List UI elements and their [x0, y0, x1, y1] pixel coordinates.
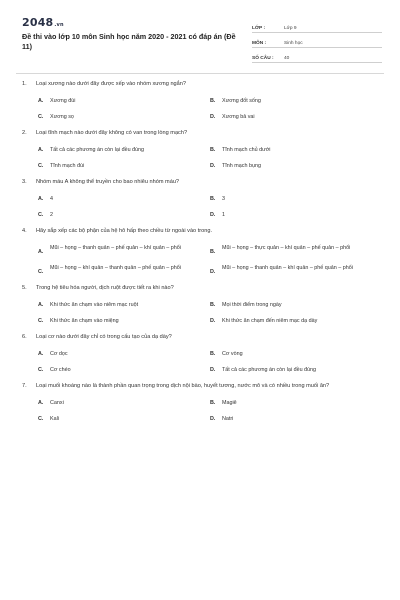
- answer-option[interactable]: [210, 301, 382, 309]
- question-text: [22, 178, 382, 186]
- answer-option[interactable]: [210, 97, 382, 105]
- answer-option[interactable]: [210, 244, 382, 256]
- answer-letter: B.: [210, 249, 216, 255]
- info-row-subject: [252, 33, 382, 48]
- answer-option[interactable]: [210, 264, 382, 276]
- answer-option[interactable]: [38, 97, 210, 105]
- answer-text: Cơ dọc: [50, 351, 68, 357]
- question-body: Loại xương nào dưới đây được xếp vào nhóm xương ngắn?: [36, 81, 187, 87]
- answer-text: Xương bả vai: [222, 114, 255, 120]
- answer-letter: C.: [38, 212, 44, 218]
- answer-option[interactable]: [210, 399, 382, 407]
- answer-letter: A.: [38, 98, 44, 104]
- answer-text: Mọi thời điểm trong ngày: [222, 302, 282, 308]
- info-label: LỚP :: [252, 26, 266, 31]
- answer-option[interactable]: [38, 399, 210, 407]
- question-item: [22, 382, 382, 423]
- answer-text: Tất cả các phương án còn lại đều đúng: [222, 367, 317, 373]
- answer-option[interactable]: [38, 162, 210, 170]
- answer-option[interactable]: [38, 113, 210, 121]
- question-body: Trong hệ tiêu hóa người, dịch ruột được tiết ra khi nào?: [36, 285, 174, 291]
- question-number: 3.: [22, 179, 27, 185]
- answer-option[interactable]: [38, 195, 210, 203]
- question-item: [22, 284, 382, 325]
- question-number: 2.: [22, 130, 27, 136]
- answer-letter: D.: [210, 212, 216, 218]
- answer-letter: D.: [210, 416, 216, 422]
- answer-text: Mũi – họng – thanh quản – khí quản – phế quản – phổi: [222, 265, 353, 271]
- answer-text: 1: [222, 212, 225, 218]
- answer-option[interactable]: [210, 366, 382, 374]
- info-label: SỐ CÂU :: [252, 56, 274, 61]
- answer-text: Mũi – họng – thực quản – khí quản – phế quản – phổi: [222, 245, 351, 251]
- answer-text: Xương đùi: [50, 98, 76, 104]
- header-left: [22, 16, 247, 63]
- answer-letter: A.: [38, 147, 44, 153]
- answer-text: 3: [222, 196, 225, 202]
- header: [22, 0, 382, 63]
- answer-option[interactable]: [38, 350, 210, 358]
- answer-options: [22, 146, 382, 170]
- question-text: [22, 80, 382, 88]
- answer-option[interactable]: [38, 244, 210, 256]
- answer-letter: B.: [210, 351, 216, 357]
- question-item: [22, 227, 382, 276]
- answer-letter: D.: [210, 367, 216, 373]
- answer-text: Khi thức ăn chạm đến niêm mạc dạ dày: [222, 318, 318, 324]
- question-body: Loại cơ nào dưới đây chỉ có trong cấu tạo của dạ dày?: [36, 334, 172, 340]
- question-number: 5.: [22, 285, 27, 291]
- answer-option[interactable]: [210, 211, 382, 219]
- answer-options: [22, 350, 382, 374]
- page-title: Đề thi vào lớp 10 môn Sinh học năm 2020 - 2021 có đáp án (Đề 11): [22, 32, 236, 51]
- answer-letter: C.: [38, 318, 44, 324]
- answer-text: Tĩnh mạch chủ dưới: [222, 147, 271, 153]
- answer-letter: D.: [210, 269, 216, 275]
- question-body: Loại muối khoáng nào là thành phần quan trọng trong dịch nội bào, huyết tương, nước mô và có nhiều trong muối ăn?: [36, 383, 330, 389]
- answer-options: [22, 301, 382, 325]
- answer-letter: D.: [210, 163, 216, 169]
- question-number: 6.: [22, 334, 27, 340]
- answer-option[interactable]: [210, 146, 382, 154]
- answer-options: [22, 97, 382, 121]
- answer-option[interactable]: [38, 366, 210, 374]
- logo-text: 2048: [22, 16, 54, 29]
- answer-letter: C.: [38, 367, 44, 373]
- header-divider: [16, 73, 384, 74]
- answer-letter: B.: [210, 400, 216, 406]
- question-body: Nhóm máu A không thể truyền cho bao nhiêu nhóm máu?: [36, 179, 180, 185]
- answer-text: Mũi – họng – thanh quản – phế quản – khí quản – phổi: [50, 245, 181, 251]
- answer-option[interactable]: [210, 350, 382, 358]
- answer-letter: C.: [38, 416, 44, 422]
- answer-text: Tĩnh mạch bụng: [222, 163, 261, 169]
- answer-letter: C.: [38, 163, 44, 169]
- answer-options: [22, 399, 382, 423]
- info-value: Sinh học: [284, 41, 303, 46]
- answer-option[interactable]: [210, 415, 382, 423]
- answer-text: 2: [50, 212, 53, 218]
- question-body: Loại tĩnh mạch nào dưới đây không có van trong lòng mạch?: [36, 130, 188, 136]
- answer-letter: B.: [210, 98, 216, 104]
- question-item: [22, 80, 382, 121]
- answer-text: Canxi: [50, 400, 64, 406]
- answer-text: Khi thức ăn chạm vào niêm mạc ruột: [50, 302, 139, 308]
- question-item: [22, 129, 382, 170]
- answer-text: Cơ chéo: [50, 367, 71, 373]
- answer-letter: C.: [38, 269, 44, 275]
- answer-option[interactable]: [38, 415, 210, 423]
- question-text: [22, 227, 382, 235]
- answer-text: Khi thức ăn chạm vào miệng: [50, 318, 119, 324]
- question-number: 4.: [22, 228, 27, 234]
- info-row-count: [252, 48, 382, 63]
- question-number: 1.: [22, 81, 27, 87]
- answer-option[interactable]: [38, 317, 210, 325]
- exam-info: [252, 18, 382, 63]
- answer-text: Tĩnh mạch đùi: [50, 163, 85, 169]
- answer-letter: A.: [38, 196, 44, 202]
- question-item: [22, 333, 382, 374]
- info-value: Lớp 9: [284, 26, 297, 31]
- answer-text: Tất cả các phương án còn lại đều đúng: [50, 147, 145, 153]
- answer-option[interactable]: [210, 162, 382, 170]
- site-logo[interactable]: [22, 16, 247, 29]
- answer-text: Magiê: [222, 400, 237, 406]
- answer-option[interactable]: [38, 211, 210, 219]
- answer-letter: A.: [38, 302, 44, 308]
- question-text: [22, 129, 382, 137]
- info-value: 40: [284, 56, 290, 61]
- answer-text: Cơ vòng: [222, 351, 243, 357]
- answer-options: [22, 195, 382, 219]
- answer-option[interactable]: [38, 146, 210, 154]
- answer-option[interactable]: [38, 264, 210, 276]
- answer-option[interactable]: [38, 301, 210, 309]
- answer-text: Xương đốt sống: [222, 98, 261, 104]
- answer-text: Mũi – họng – khí quản – thanh quản – phế quản – phổi: [50, 265, 181, 271]
- answer-letter: B.: [210, 196, 216, 202]
- answer-letter: A.: [38, 400, 44, 406]
- answer-option[interactable]: [210, 113, 382, 121]
- answer-letter: D.: [210, 114, 216, 120]
- answer-text: Natri: [222, 416, 234, 422]
- answer-text: Kali: [50, 416, 59, 422]
- info-row-class: [252, 18, 382, 33]
- info-label: MÔN :: [252, 41, 267, 46]
- answer-letter: A.: [38, 351, 44, 357]
- answer-letter: B.: [210, 302, 216, 308]
- question-body: Hãy sắp xếp các bộ phận của hệ hô hấp theo chiều từ ngoài vào trong.: [36, 228, 213, 234]
- question-number: 7.: [22, 383, 27, 389]
- question-text: [22, 284, 382, 292]
- logo-suffix: .vn: [54, 22, 64, 28]
- question-text: [22, 333, 382, 341]
- answer-option[interactable]: [210, 195, 382, 203]
- answer-letter: A.: [38, 249, 44, 255]
- question-text: [22, 382, 382, 390]
- answer-letter: B.: [210, 147, 216, 153]
- answer-letter: D.: [210, 318, 216, 324]
- answer-text: 4: [50, 196, 53, 202]
- question-item: [22, 178, 382, 219]
- question-list: [22, 80, 382, 423]
- answer-options: [22, 244, 382, 276]
- answer-letter: C.: [38, 114, 44, 120]
- answer-option[interactable]: [210, 317, 382, 325]
- answer-text: Xương sọ: [50, 114, 74, 120]
